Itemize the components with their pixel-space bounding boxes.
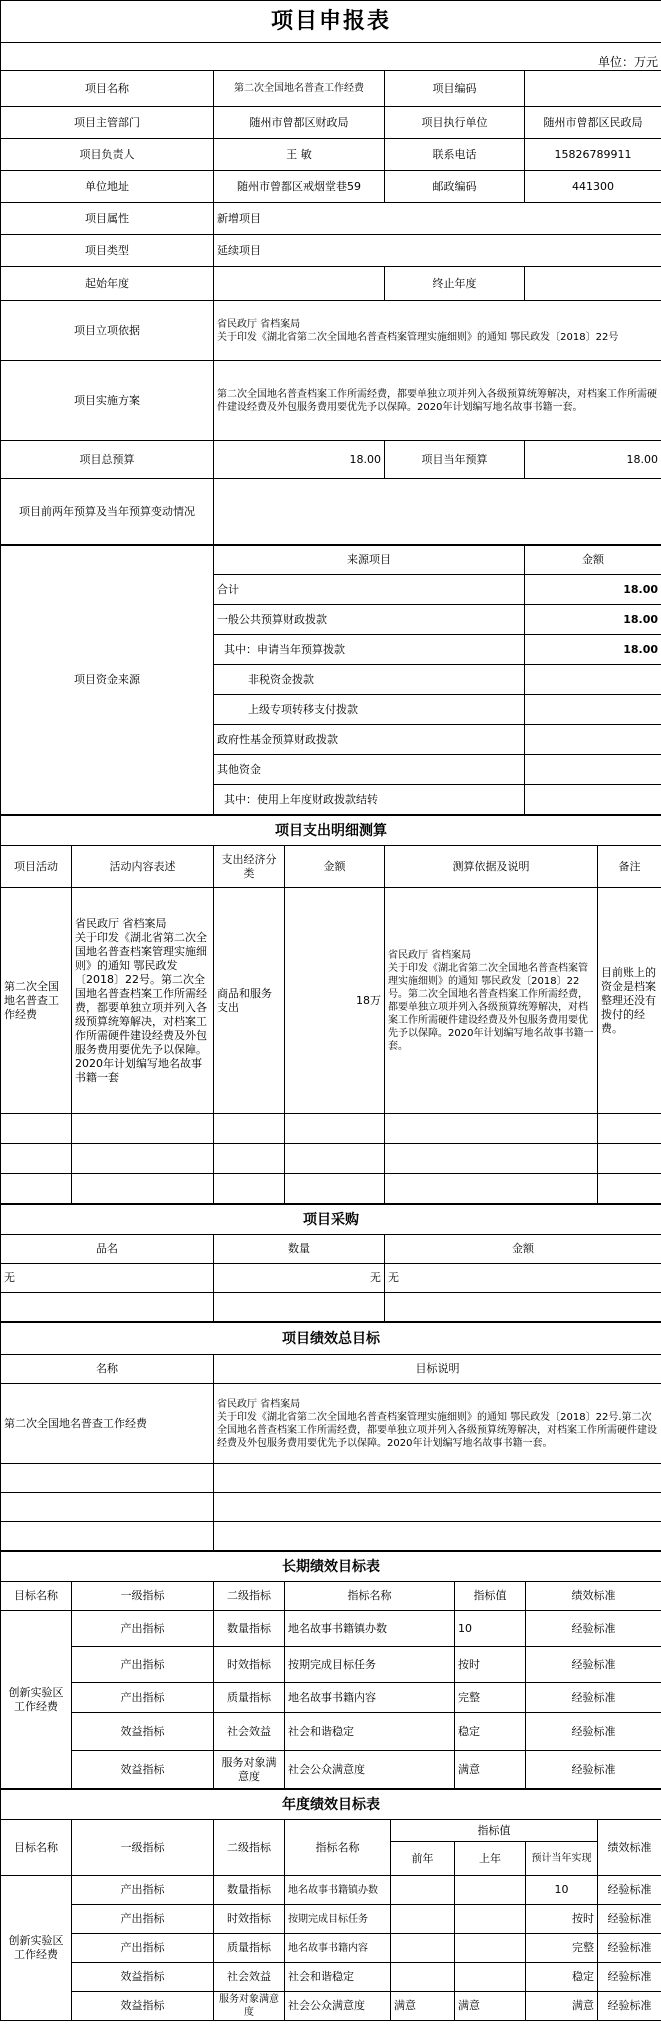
- expense-class: 商品和服务支出: [214, 888, 285, 1114]
- long-term-cell: 效益指标: [72, 1713, 214, 1751]
- procure-header: 数量: [214, 1235, 385, 1264]
- long-term-header: 目标名称: [1, 1582, 72, 1611]
- unit-label: 单位：万元: [1, 43, 661, 71]
- project-code-value: [525, 71, 661, 107]
- long-term-cell: 按期完成目标任务: [285, 1647, 455, 1683]
- annual-header: 指标值: [391, 1820, 598, 1842]
- annual-cell: 地名故事书籍镇办数: [285, 1876, 391, 1905]
- annual-header: 指标名称: [285, 1820, 391, 1876]
- procure-header: 品名: [1, 1235, 214, 1264]
- end-year-label: 终止年度: [385, 267, 525, 301]
- leader-label: 项目负责人: [1, 139, 214, 171]
- funding-row-amount: [525, 725, 661, 755]
- long-term-cell: 数量指标: [214, 1611, 285, 1647]
- annual-cell: 地名故事书籍内容: [285, 1934, 391, 1963]
- table-row: [1, 1174, 661, 1204]
- start-year-label: 起始年度: [1, 267, 214, 301]
- funding-row-amount: [525, 695, 661, 725]
- type-label: 项目类型: [1, 235, 214, 267]
- annual-subheader: 前年: [391, 1842, 455, 1876]
- dept-label: 项目主管部门: [1, 107, 214, 139]
- annual-cell: 满意: [391, 1992, 455, 2021]
- annual-cell: 数量指标: [214, 1876, 285, 1905]
- funding-row-amount: 18.00: [525, 575, 661, 605]
- long-term-cell: 质量指标: [214, 1683, 285, 1713]
- perf-total-name: 第二次全国地名普查工作经费: [1, 1384, 214, 1464]
- annual-cell: 时效指标: [214, 1905, 285, 1934]
- annual-cell: 质量指标: [214, 1934, 285, 1963]
- dept-value: 随州市曾都区财政局: [214, 107, 385, 139]
- funding-row-name: 一般公共预算财政拨款: [214, 605, 525, 635]
- annual-cell: 产出指标: [72, 1934, 214, 1963]
- annual-cell: 社会和谐稳定: [285, 1963, 391, 1992]
- perf-total-table: [0, 1322, 661, 1551]
- change-label: 项目前两年预算及当年预算变动情况: [1, 479, 214, 545]
- procure-section-title: 项目采购: [1, 1205, 661, 1235]
- exec-unit-label: 项目执行单位: [385, 107, 525, 139]
- annual-cell: 经验标准: [598, 1905, 661, 1934]
- long-term-cell: 经验标准: [526, 1611, 661, 1647]
- long-term-header: 指标值: [455, 1582, 526, 1611]
- long-term-cell: 完整: [455, 1683, 526, 1713]
- annual-cell: 效益指标: [72, 1992, 214, 2021]
- basis-label: 项目立项依据: [1, 301, 214, 361]
- long-term-header: 二级指标: [214, 1582, 285, 1611]
- expense-header: 支出经济分类: [214, 846, 285, 888]
- annual-header: 一级指标: [72, 1820, 214, 1876]
- annual-header: 二级指标: [214, 1820, 285, 1876]
- long-term-cell: 满意: [455, 1751, 526, 1789]
- table-row: [1, 1144, 661, 1174]
- plan-value: 第二次全国地名普查档案工作所需经费，都要单独立项并列入各级预算统筹解决，对档案工作所需硬件建设经费及外包服务费用要优先予以保障。2020年计划编写地名故事书籍一套。: [214, 361, 661, 441]
- expense-header: 备注: [598, 846, 661, 888]
- phone-label: 联系电话: [385, 139, 525, 171]
- expense-table: [0, 815, 661, 1204]
- leader-value: 王 敏: [214, 139, 385, 171]
- annual-cell: 服务对象满意度: [214, 1992, 285, 2021]
- annual-cell: 满意: [455, 1992, 526, 2021]
- annual-target: 创新实验区工作经费: [1, 1876, 72, 2021]
- annual-table: [0, 1789, 661, 2021]
- postcode-value: 441300: [525, 171, 661, 203]
- annual-subheader: 上年: [455, 1842, 526, 1876]
- long-term-cell: 按时: [455, 1647, 526, 1683]
- year-budget-value: 18.00: [525, 441, 661, 479]
- long-term-cell: 地名故事书籍内容: [285, 1683, 455, 1713]
- long-term-cell: 产出指标: [72, 1683, 214, 1713]
- annual-header: 目标名称: [1, 1820, 72, 1876]
- annual-cell: [391, 1905, 455, 1934]
- long-term-cell: 经验标准: [526, 1647, 661, 1683]
- expense-note: 目前账上的资金是档案整理还没有拨付的经费。: [598, 888, 661, 1114]
- funding-header-amount: 金额: [525, 546, 661, 575]
- perf-total-section-title: 项目绩效总目标: [1, 1323, 661, 1355]
- annual-section-title: 年度绩效目标表: [1, 1790, 661, 1820]
- postcode-label: 邮政编码: [385, 171, 525, 203]
- perf-total-desc: 省民政厅 省档案局 关于印发《湖北省第二次全国地名普查档案管理实施细则》的通知 鄂民政发〔2018〕22号.第二次全国地名普查档案工作所需经费，都要单独立项并列入各级预算统筹解决，对档案工作所需硬件建设经费及外包服务费用要优先予以保障。2020年计划编写地名故事书籍一套。: [214, 1384, 661, 1464]
- annual-header: 绩效标准: [598, 1820, 661, 1876]
- long-term-cell: 经验标准: [526, 1683, 661, 1713]
- annual-cell: 满意: [526, 1992, 598, 2021]
- table-row: [1, 1493, 661, 1522]
- change-value: [214, 479, 661, 545]
- expense-activity: 第二次全国地名普查工作经费: [1, 888, 72, 1114]
- funding-row-name: 其中：使用上年度财政拨款结转: [214, 785, 525, 815]
- table-row: [1, 1293, 661, 1322]
- long-term-cell: 服务对象满意度: [214, 1751, 285, 1789]
- long-term-header: 绩效标准: [526, 1582, 661, 1611]
- address-label: 单位地址: [1, 171, 214, 203]
- long-term-cell: 稳定: [455, 1713, 526, 1751]
- annual-cell: 经验标准: [598, 1934, 661, 1963]
- attr-value: 新增项目: [214, 203, 661, 235]
- annual-cell: [391, 1934, 455, 1963]
- perf-total-header: 目标说明: [214, 1355, 661, 1384]
- project-name-value: 第二次全国地名普查工作经费: [214, 71, 385, 107]
- table-row: [1, 1522, 661, 1551]
- long-term-cell: 产出指标: [72, 1611, 214, 1647]
- funding-row-name: 合计: [214, 575, 525, 605]
- annual-subheader: 预计当年实现: [526, 1842, 598, 1876]
- funding-row-amount: 18.00: [525, 635, 661, 665]
- end-year-value: [525, 267, 661, 301]
- annual-cell: [455, 1934, 526, 1963]
- table-row: [1, 1114, 661, 1144]
- table-row: [1, 1464, 661, 1493]
- total-budget-label: 项目总预算: [1, 441, 214, 479]
- expense-header: 测算依据及说明: [385, 846, 598, 888]
- project-name-label: 项目名称: [1, 71, 214, 107]
- expense-header: 项目活动: [1, 846, 72, 888]
- annual-cell: [455, 1876, 526, 1905]
- annual-cell: [391, 1876, 455, 1905]
- expense-amount: 18万: [285, 888, 385, 1114]
- annual-cell: 产出指标: [72, 1876, 214, 1905]
- annual-cell: 社会效益: [214, 1963, 285, 1992]
- expense-content: 省民政厅 省档案局 关于印发《湖北省第二次全国地名普查档案管理实施细则》的通知 鄂民政发〔2018〕22号。第二次全国地名普查档案工作所需经费，都要单独立项并列入各级预算统筹解决，对档案工作所需硬件建设经费及外包服务费用要优先予以保障。2020年计划编写地名故事书籍一套: [72, 888, 214, 1114]
- annual-cell: 10: [526, 1876, 598, 1905]
- expense-section-title: 项目支出明细测算: [1, 816, 661, 846]
- annual-cell: 完整: [526, 1934, 598, 1963]
- long-term-cell: 效益指标: [72, 1751, 214, 1789]
- long-term-cell: 10: [455, 1611, 526, 1647]
- annual-cell: [455, 1905, 526, 1934]
- long-term-table: [0, 1551, 661, 1789]
- funding-row-amount: 18.00: [525, 605, 661, 635]
- address-value: 随州市曾都区戒烟堂巷59: [214, 171, 385, 203]
- annual-cell: 经验标准: [598, 1876, 661, 1905]
- expense-basis: 省民政厅 省档案局 关于印发《湖北省第二次全国地名普查档案管理实施细则》的通知 鄂民政发〔2018〕22号。第二次全国地名普查档案工作所需经费，都要单独立项并列入各级预算统筹解决，对档案工作所需硬件建设经费及外包服务费用要优先予以保障。2020年计划编写地名故事书籍一套。: [385, 888, 598, 1114]
- long-term-cell: 经验标准: [526, 1713, 661, 1751]
- long-term-cell: 地名故事书籍镇办数: [285, 1611, 455, 1647]
- project-code-label: 项目编码: [385, 71, 525, 107]
- funding-row-name: 其中：申请当年预算拨款: [214, 635, 525, 665]
- attr-label: 项目属性: [1, 203, 214, 235]
- funding-row-name: 其他资金: [214, 755, 525, 785]
- funding-row-name: 政府性基金预算财政拨款: [214, 725, 525, 755]
- year-budget-label: 项目当年预算: [385, 441, 525, 479]
- phone-value: 15826789911: [525, 139, 661, 171]
- funding-table: [0, 545, 661, 815]
- procure-header: 金额: [385, 1235, 661, 1264]
- annual-cell: 社会公众满意度: [285, 1992, 391, 2021]
- long-term-cell: 社会效益: [214, 1713, 285, 1751]
- long-term-header: 指标名称: [285, 1582, 455, 1611]
- procure-item: 无: [1, 1264, 214, 1293]
- long-term-cell: 时效指标: [214, 1647, 285, 1683]
- funding-label: 项目资金来源: [1, 546, 214, 815]
- procure-qty: 无: [214, 1264, 385, 1293]
- start-year-value: [214, 267, 385, 301]
- annual-cell: 稳定: [526, 1963, 598, 1992]
- procure-table: [0, 1204, 661, 1322]
- funding-row-name: 上级专项转移支付拨款: [214, 695, 525, 725]
- long-term-section-title: 长期绩效目标表: [1, 1552, 661, 1582]
- procure-amount: 无: [385, 1264, 661, 1293]
- long-term-target: 创新实验区工作经费: [1, 1611, 72, 1789]
- annual-cell: 经验标准: [598, 1992, 661, 2021]
- exec-unit-value: 随州市曾都区民政局: [525, 107, 661, 139]
- long-term-header: 一级指标: [72, 1582, 214, 1611]
- basis-value: 省民政厅 省档案局 关于印发《湖北省第二次全国地名普查档案管理实施细则》的通知 鄂民政发〔2018〕22号: [214, 301, 661, 361]
- long-term-cell: 产出指标: [72, 1647, 214, 1683]
- funding-row-amount: [525, 785, 661, 815]
- funding-row-amount: [525, 665, 661, 695]
- plan-label: 项目实施方案: [1, 361, 214, 441]
- annual-cell: 效益指标: [72, 1963, 214, 1992]
- funding-row-amount: [525, 755, 661, 785]
- long-term-cell: 经验标准: [526, 1751, 661, 1789]
- annual-cell: 经验标准: [598, 1963, 661, 1992]
- long-term-cell: 社会公众满意度: [285, 1751, 455, 1789]
- funding-row-name: 非税资金拨款: [214, 665, 525, 695]
- funding-header-source: 来源项目: [214, 546, 525, 575]
- type-value: 延续项目: [214, 235, 661, 267]
- annual-cell: 按时: [526, 1905, 598, 1934]
- annual-cell: 产出指标: [72, 1905, 214, 1934]
- total-budget-value: 18.00: [214, 441, 385, 479]
- expense-header: 金额: [285, 846, 385, 888]
- expense-header: 活动内容表述: [72, 846, 214, 888]
- annual-cell: [391, 1963, 455, 1992]
- annual-cell: [455, 1963, 526, 1992]
- page-title: 项目申报表: [1, 1, 661, 43]
- basic-info-table: [0, 0, 661, 545]
- perf-total-header: 名称: [1, 1355, 214, 1384]
- annual-cell: 按期完成目标任务: [285, 1905, 391, 1934]
- long-term-cell: 社会和谐稳定: [285, 1713, 455, 1751]
